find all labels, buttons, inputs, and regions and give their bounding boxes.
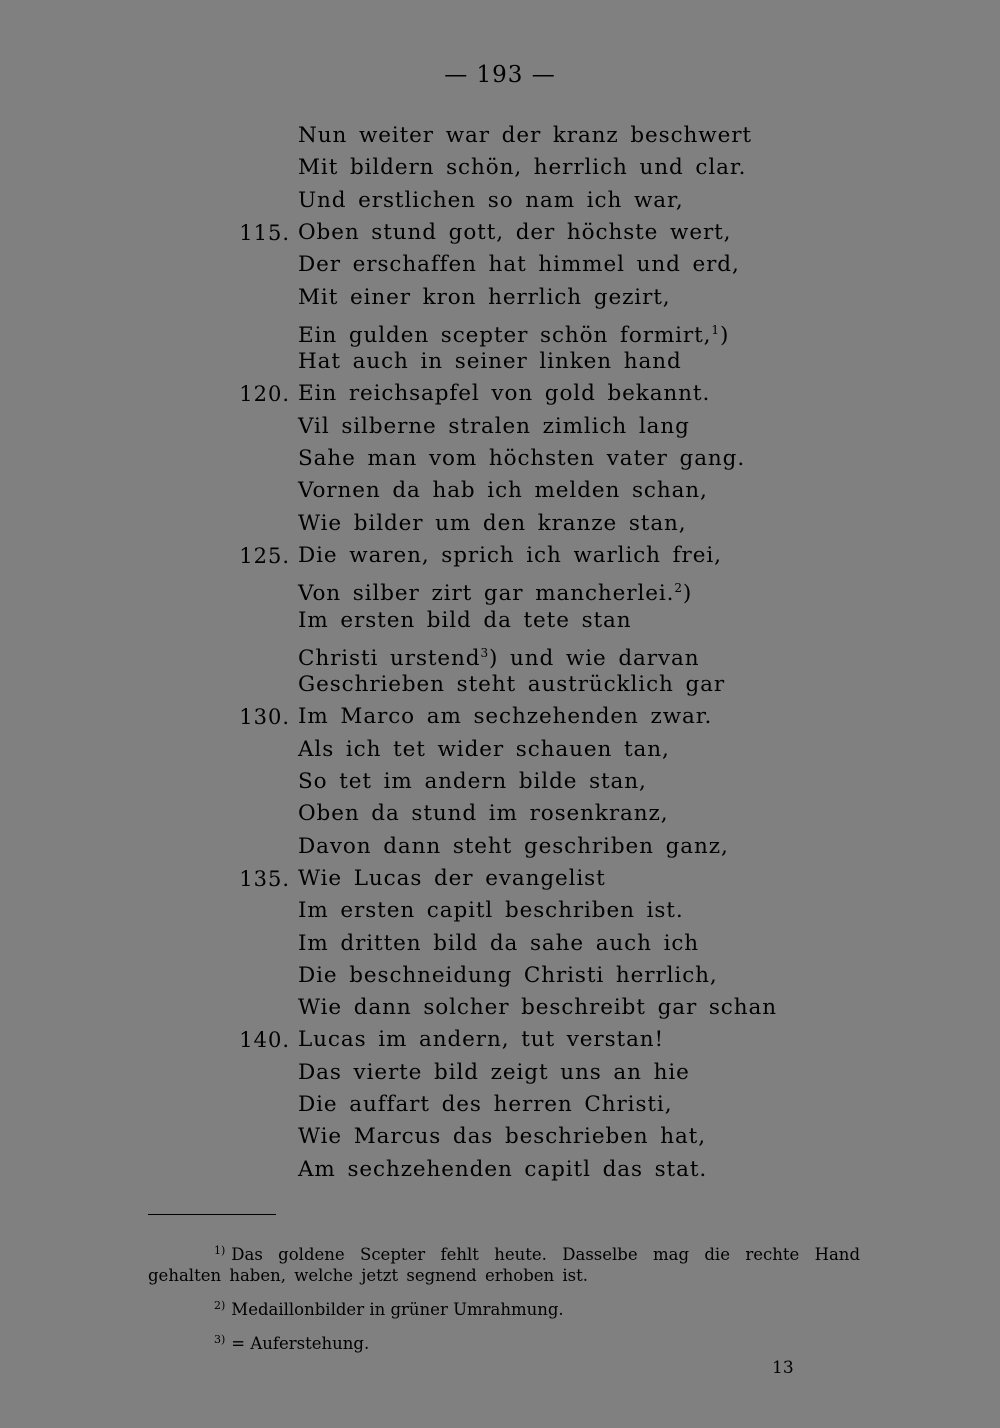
verse-line: [0, 766, 1000, 798]
verse-text: [298, 928, 699, 960]
verse-text-main: Oben stund gott, der höchste wert,: [298, 219, 732, 245]
footnotes: [148, 1240, 860, 1363]
verse-line: [0, 831, 1000, 863]
verse-text-main: Ein reichsapfel von gold bekannt.: [298, 381, 711, 407]
verse-text-main: Lucas im andern, tut verstan!: [298, 1027, 665, 1053]
verse-line: [0, 798, 1000, 830]
footnote-1-marker: 1): [214, 1244, 226, 1257]
verse-text-after: ): [682, 581, 693, 607]
line-number: 120.: [239, 382, 290, 407]
verse-text: [298, 346, 682, 378]
verse-line: [0, 1089, 1000, 1121]
verse-line: [0, 475, 1000, 507]
verse-text-main: Oben da stund im rosenkranz,: [298, 801, 669, 827]
footnote-reference: 2: [674, 581, 683, 596]
verse-text-main: Im dritten bild da sahe auch ich: [298, 930, 700, 956]
verse-text: [298, 605, 632, 637]
verse-line: [0, 1154, 1000, 1186]
verse-text: [298, 249, 740, 281]
verse-line: [0, 928, 1000, 960]
line-number: 130.: [239, 705, 290, 730]
verse-text-main: Nun weiter war der kranz beschwert: [298, 123, 752, 148]
verse-text: [298, 766, 647, 798]
verse-text-main: Wie bilder um den kranze stan,: [298, 510, 687, 536]
verse-text-main: Mit einer kron herrlich gezirt,: [298, 284, 671, 310]
verse-line: [0, 314, 1000, 346]
footnote-reference: 1: [711, 322, 720, 337]
verse-text-main: Mit bildern schön, herrlich und clar.: [298, 155, 747, 181]
verse-text-main: Von silber zirt gar mancherlei.: [298, 581, 675, 607]
verse-line: [0, 378, 1000, 410]
verse-text-main: Davon dann steht geschriben ganz,: [298, 833, 729, 859]
verse-text: [298, 1024, 664, 1056]
verse-text-main: Wie Marcus das beschrieben hat,: [298, 1124, 706, 1150]
verse-line: [0, 217, 1000, 249]
footnote-2-marker: 2): [214, 1299, 226, 1312]
verse-line: [0, 282, 1000, 314]
verse-text-main: Am sechzehenden capitl das stat.: [298, 1156, 708, 1182]
verse-line: [0, 1024, 1000, 1056]
verse-text: [298, 798, 668, 830]
verse-line: [0, 1121, 1000, 1153]
verse-text: [298, 120, 752, 152]
verse-text: [298, 475, 708, 507]
verse-text-main: Vornen da hab ich melden schan,: [298, 478, 708, 504]
verse-text-main: Hat auch in seiner linken hand: [298, 349, 682, 375]
verse-text: [298, 669, 725, 701]
verse-text-main: Im ersten capitl beschriben ist.: [298, 898, 684, 924]
verse-line: [0, 734, 1000, 766]
verse-line: [0, 152, 1000, 184]
footnote-reference: 3: [480, 645, 490, 660]
verse-text: [298, 831, 729, 863]
verse-text-main: Wie dann solcher beschreibt gar schan: [298, 995, 777, 1021]
footnote-3-marker: 3): [214, 1333, 226, 1346]
verse-text-main: Wie Lucas der evangelist: [298, 865, 606, 891]
verse-text-main: Christi urstend: [298, 645, 481, 671]
verse-text: [298, 701, 712, 733]
verse-text: [298, 185, 684, 217]
verse-line: [0, 669, 1000, 701]
verse-text: [298, 734, 670, 766]
verse-line: [0, 637, 1000, 669]
line-number: 115.: [239, 220, 290, 245]
verse-text-main: Die auffart des herren Christi,: [298, 1092, 673, 1117]
verse-text-main: Als ich tet wider schauen tan,: [298, 736, 670, 762]
verse-text-main: Und erstlichen so nam ich war,: [298, 187, 684, 213]
verse-text: [298, 895, 684, 927]
footnote-2-text: Medaillonbilder in grüner Umrahmung.: [231, 1300, 564, 1319]
verse-text-main: Geschrieben steht austrücklich gar: [298, 672, 726, 698]
verse-text-main: Das vierte bild zeigt uns an hie: [298, 1059, 690, 1085]
verse-text-main: So tet im andern bilde stan,: [298, 769, 647, 794]
verse-text-main: Die waren, sprich ich warlich frei,: [298, 542, 722, 568]
footnote-1: [148, 1240, 860, 1286]
line-number: 125.: [239, 543, 290, 568]
verse-text-main: Sahe man vom höchsten vater gang.: [298, 446, 746, 471]
verse-text: [298, 1154, 707, 1186]
footnote-1-text: Das goldene Scepter fehlt heute. Dasselbe mag die rechte Hand gehalten haben, welche jetzt segnend erhoben ist.: [148, 1245, 860, 1285]
verse-line: [0, 863, 1000, 895]
verse-line: [0, 1057, 1000, 1089]
footnote-divider: [148, 1214, 276, 1215]
verse-text: [298, 217, 731, 249]
verse-line: [0, 508, 1000, 540]
verse-text: [298, 1057, 690, 1089]
verse-text: [298, 960, 718, 992]
verse-text-main: Im Marco am sechzehenden zwar.: [298, 704, 713, 730]
verse-line: [0, 346, 1000, 378]
verse-line: [0, 572, 1000, 607]
verse-text: [298, 992, 777, 1024]
verse-text: [298, 378, 710, 410]
verse-text-main: Vil silberne stralen zimlich lang: [298, 413, 690, 439]
verse-line: [0, 960, 1000, 992]
verse-text-main: Im ersten bild da tete stan: [298, 607, 632, 633]
footnote-3-text: = Auferstehung.: [231, 1334, 370, 1353]
verse-text: [298, 508, 687, 540]
verse-text: [298, 411, 690, 443]
verse-text-after: ): [719, 322, 730, 348]
page-number: — 193 —: [444, 62, 556, 88]
verse-line: [0, 120, 1000, 152]
line-number: 140.: [239, 1028, 290, 1053]
verse-text-main: Der erschaffen hat himmel und erd,: [298, 252, 740, 278]
verse-line: [0, 701, 1000, 733]
verse-line: [0, 895, 1000, 927]
verse-text-main: Die beschneidung Christi herrlich,: [298, 962, 718, 988]
verse-line: [0, 185, 1000, 217]
verse-text: [298, 863, 606, 895]
verse-line: [0, 411, 1000, 443]
footnote-3: [148, 1329, 860, 1354]
line-number: 135.: [239, 866, 290, 891]
signature-mark: 13: [772, 1358, 794, 1378]
verse-text-after: ) und wie darvan: [489, 645, 700, 671]
verse-line: [0, 443, 1000, 475]
verse-line: [0, 249, 1000, 281]
verse-text: [298, 282, 671, 314]
verse-text: [298, 443, 745, 475]
verse-line: [0, 992, 1000, 1024]
verse-text: [298, 1121, 706, 1153]
verse-line: [0, 540, 1000, 572]
verse-line: [0, 605, 1000, 637]
verse-text-main: Ein gulden scepter schön formirt,: [298, 322, 712, 348]
verse-text: [298, 1089, 672, 1121]
footnote-2: [148, 1295, 860, 1320]
verse-text: [298, 152, 746, 184]
verse-text: [298, 540, 722, 572]
